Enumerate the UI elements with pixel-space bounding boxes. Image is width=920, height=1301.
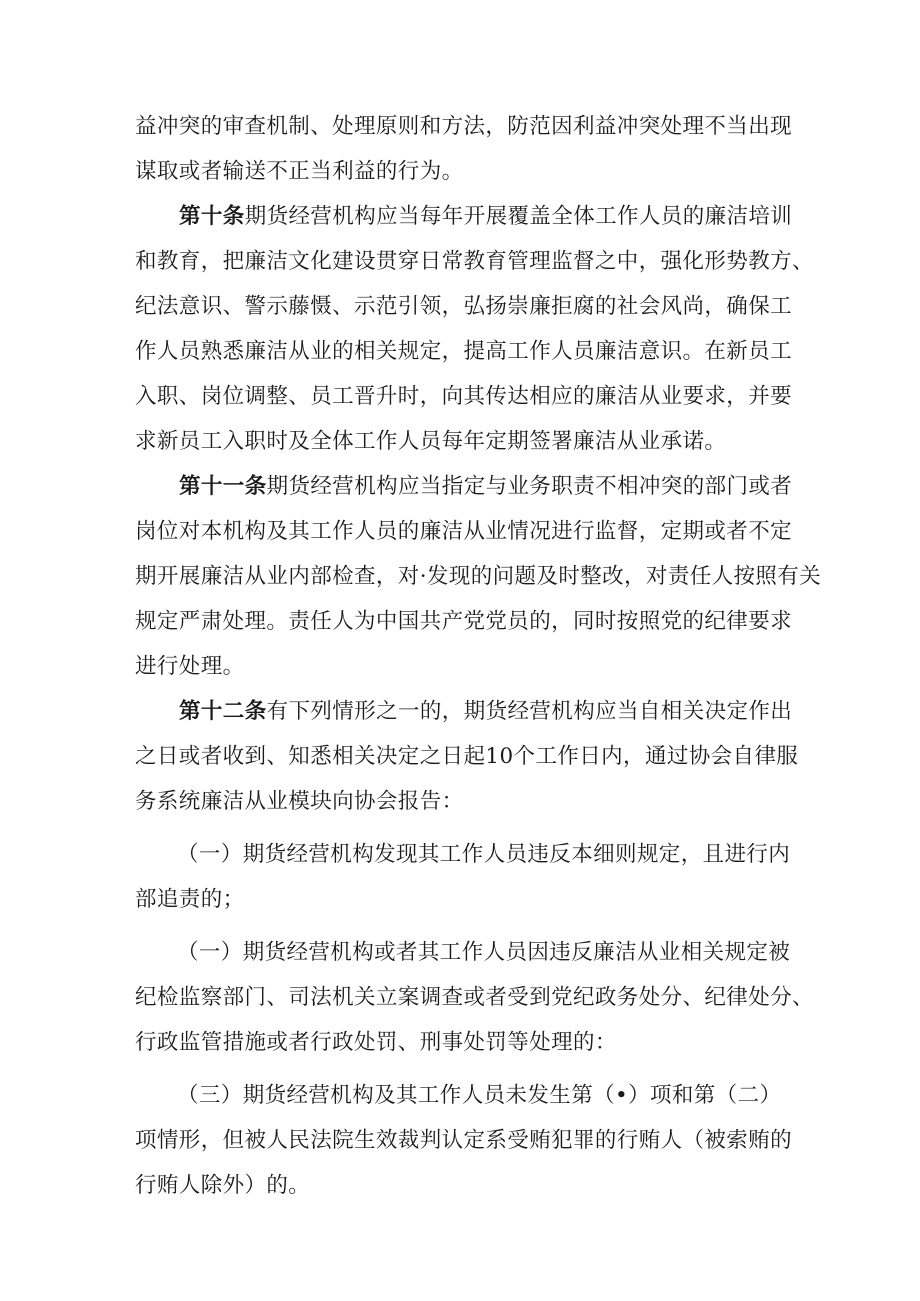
text-line: 行贿人除外）的。	[135, 1173, 311, 1198]
text-line: 务系统廉洁从业模块向协会报告：	[135, 789, 464, 814]
text-line: 进行处理。	[135, 654, 245, 679]
text-line: 作人员熟悉廉洁从业的相关规定，提高工作人员廉洁意识。在新员工	[135, 339, 793, 364]
article-heading: 第十条	[179, 204, 245, 229]
text-line: 谋取或者输送不正当利益的行为。	[135, 159, 464, 184]
article-11-first-line	[179, 472, 795, 502]
text-line: 纪法意识、警示藤慑、示范引领，弘扬崇廉拒腐的社会风尚，确保工	[135, 294, 793, 319]
text-line: 有下列情形之一的，期货经营机构应当自相关决定作出	[266, 699, 793, 724]
text-line: 规定严肃处理。责任人为中国共产党党员的，同时按照党的纪律要求	[135, 609, 793, 634]
article-10-first-line	[179, 202, 795, 232]
list-item: （三）期货经营机构及其工作人员未发生第（•）项和第（二）	[177, 1083, 782, 1108]
list-item: （一）期货经营机构发现其工作人员违反本细则规定，且进行内	[177, 842, 791, 867]
text-line: 之日或者收到、知悉相关决定之日起10个工作日内，通过协会自律服	[135, 744, 799, 769]
article-heading: 第十二条	[179, 699, 267, 724]
text-line: 行政监管措施或者行政处罚、刑事处罚等处理的：	[135, 1030, 617, 1055]
text-line: 期货经营机构应当每年开展覆盖全体工作人员的廉洁培训	[244, 204, 793, 229]
list-item: （一）期货经营机构或者其工作人员因违反廉洁从业相关规定被	[177, 940, 791, 965]
text-line: 期货经营机构应当指定与业务职责不相冲突的部门或者	[266, 474, 793, 499]
text-line: 项情形，但被人民法院生效裁判认定系受贿犯罪的行贿人（被索贿的	[135, 1128, 793, 1153]
text-line: 期开展廉洁从业内部检查，对·发现的问题及时整改，对责任人按照有关	[135, 564, 822, 589]
text-line: 求新员工入职时及全体工作人员每年定期签署廉洁从业承诺。	[135, 429, 727, 454]
text-line: 和教育，把廉洁文化建设贯穿日常教育管理监督之中，强化形势教方、	[135, 249, 814, 274]
article-12-first-line	[179, 697, 795, 727]
text-line: 岗位对本机构及其工作人员的廉洁从业情况进行监督，定期或者不定	[135, 519, 793, 544]
text-line: 益冲突的审查机制、处理原则和方法，防范因利益冲突处理不当出现	[135, 114, 793, 139]
text-line: 部追责的；	[135, 887, 245, 912]
text-line: 入职、岗位调整、员工晋升时，向其传达相应的廉洁从业要求，并要	[135, 384, 793, 409]
text-line: 纪检监察部门、司法机关立案调查或者受到党纪政务处分、纪律处分、	[135, 985, 814, 1010]
article-heading: 第十一条	[179, 474, 267, 499]
